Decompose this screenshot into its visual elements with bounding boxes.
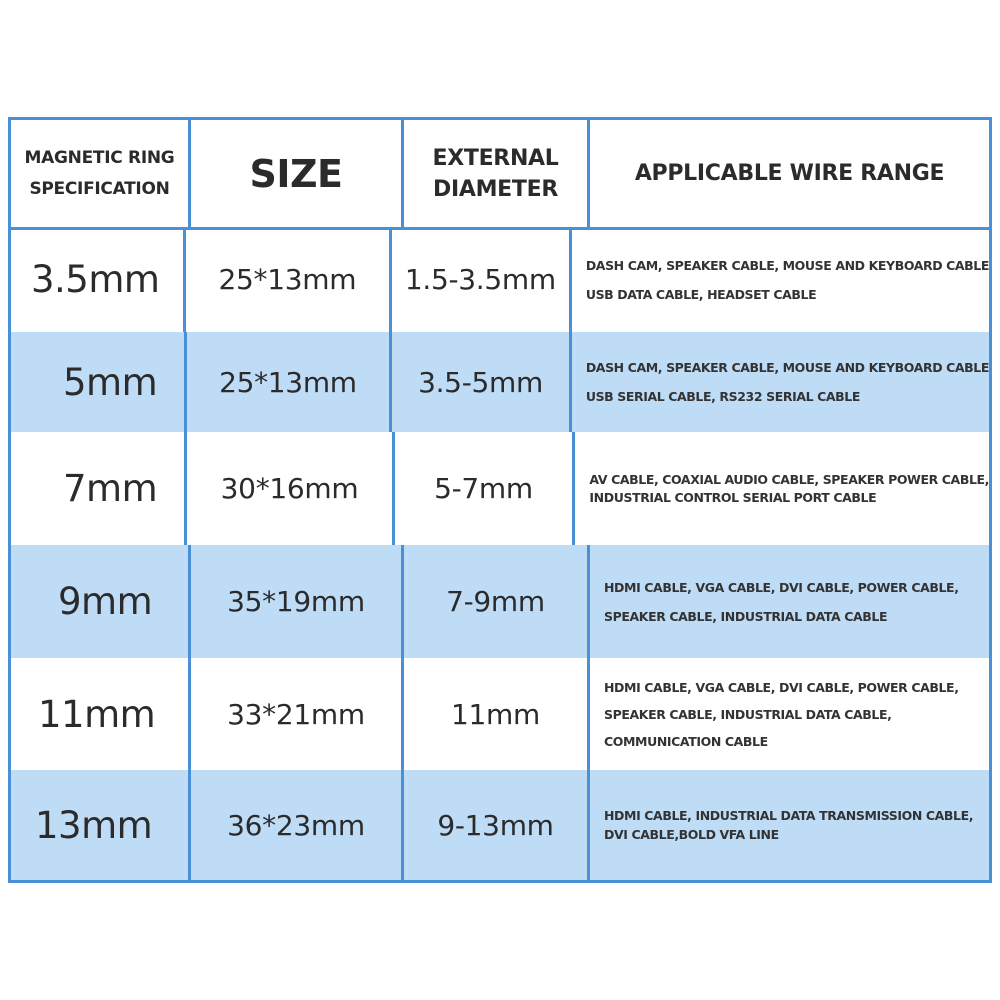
- spec-cell: [11, 545, 191, 658]
- range-line: HDMI CABLE, INDUSTRIAL DATA TRANSMISSION CABLE,: [604, 808, 974, 823]
- table-header-row: [11, 120, 989, 230]
- range-line: DVI CABLE,BOLD VFA LINE: [604, 827, 779, 842]
- table-row: [11, 770, 989, 880]
- diameter-value: 9-13mm: [437, 808, 554, 842]
- range-line: USB SERIAL CABLE, RS232 SERIAL CABLE: [585, 389, 860, 404]
- table-row: [11, 332, 989, 432]
- size-value: 36*23mm: [227, 808, 365, 842]
- size-value: 35*19mm: [227, 585, 365, 618]
- range-line: SPEAKER CABLE, INDUSTRIAL DATA CABLE: [604, 608, 888, 624]
- diameter-cell: [392, 227, 572, 332]
- spec-value: 5mm: [63, 360, 158, 404]
- header-spec-cell: [11, 120, 191, 227]
- header-spec-line1: MAGNETIC RING: [24, 147, 175, 168]
- table-row: [11, 227, 989, 332]
- range-line: INDUSTRIAL CONTROL SERIAL PORT CABLE: [589, 490, 877, 505]
- diameter-value: 5-7mm: [434, 472, 533, 505]
- header-ext-cell: [404, 120, 590, 227]
- diameter-cell: [404, 658, 590, 770]
- table-row: [11, 658, 989, 770]
- spec-value: 11mm: [38, 692, 156, 736]
- header-size-cell: [191, 120, 404, 227]
- size-cell: [187, 332, 393, 432]
- diameter-cell: [392, 332, 572, 432]
- range-line: HDMI CABLE, VGA CABLE, DVI CABLE, POWER CABLE,: [604, 679, 959, 695]
- diameter-value: 1.5-3.5mm: [404, 263, 556, 296]
- range-cell: [572, 227, 989, 332]
- size-cell: [191, 658, 404, 770]
- header-spec-line2: SPECIFICATION: [29, 178, 170, 199]
- spec-cell: [11, 658, 191, 770]
- range-line: USB DATA CABLE, HEADSET CABLE: [585, 286, 817, 302]
- diameter-value: 11mm: [451, 697, 540, 731]
- header-ext-line1: EXTERNAL: [432, 145, 559, 171]
- spec-value: 7mm: [63, 467, 158, 510]
- range-line: DASH CAM, SPEAKER CABLE, MOUSE AND KEYBOARD CABLE: [585, 360, 989, 375]
- magnetic-ring-spec-table: [8, 117, 992, 883]
- diameter-cell: [404, 770, 590, 880]
- diameter-cell: [404, 545, 590, 658]
- spec-cell: [11, 332, 187, 432]
- range-cell: [575, 432, 989, 545]
- range-line: AV CABLE, COAXIAL AUDIO CABLE, SPEAKER POWER CABLE,: [589, 472, 989, 487]
- spec-cell: [11, 432, 187, 545]
- range-line: COMMUNICATION CABLE: [604, 733, 768, 749]
- size-cell: [191, 545, 404, 658]
- table-row: [11, 545, 989, 658]
- spec-cell: [11, 227, 186, 332]
- spec-cell: [11, 770, 191, 880]
- range-cell: [590, 770, 989, 880]
- table-row: [11, 432, 989, 545]
- size-value: 25*13mm: [218, 263, 357, 296]
- size-value: 30*16mm: [220, 472, 359, 505]
- range-cell: [590, 658, 989, 770]
- range-cell: [590, 545, 989, 658]
- range-line: SPEAKER CABLE, INDUSTRIAL DATA CABLE,: [604, 706, 892, 722]
- spec-value: 13mm: [35, 803, 153, 847]
- range-line: HDMI CABLE, VGA CABLE, DVI CABLE, POWER CABLE,: [604, 579, 959, 595]
- range-line: DASH CAM, SPEAKER CABLE, MOUSE AND KEYBOARD CABLE: [585, 257, 990, 273]
- diameter-cell: [395, 432, 576, 545]
- range-cell: [572, 332, 989, 432]
- size-cell: [191, 770, 404, 880]
- header-ext-line2: DIAMETER: [433, 176, 558, 202]
- size-cell: [186, 227, 392, 332]
- header-range-cell: [590, 120, 989, 227]
- diameter-value: 3.5-5mm: [418, 365, 543, 399]
- size-value: 33*21mm: [227, 697, 365, 731]
- spec-value: 9mm: [58, 580, 153, 623]
- spec-value: 3.5mm: [31, 258, 160, 301]
- diameter-value: 7-9mm: [446, 585, 545, 618]
- header-size: SIZE: [249, 151, 343, 196]
- size-value: 25*13mm: [219, 365, 357, 399]
- size-cell: [187, 432, 394, 545]
- header-range: APPLICABLE WIRE RANGE: [634, 161, 945, 186]
